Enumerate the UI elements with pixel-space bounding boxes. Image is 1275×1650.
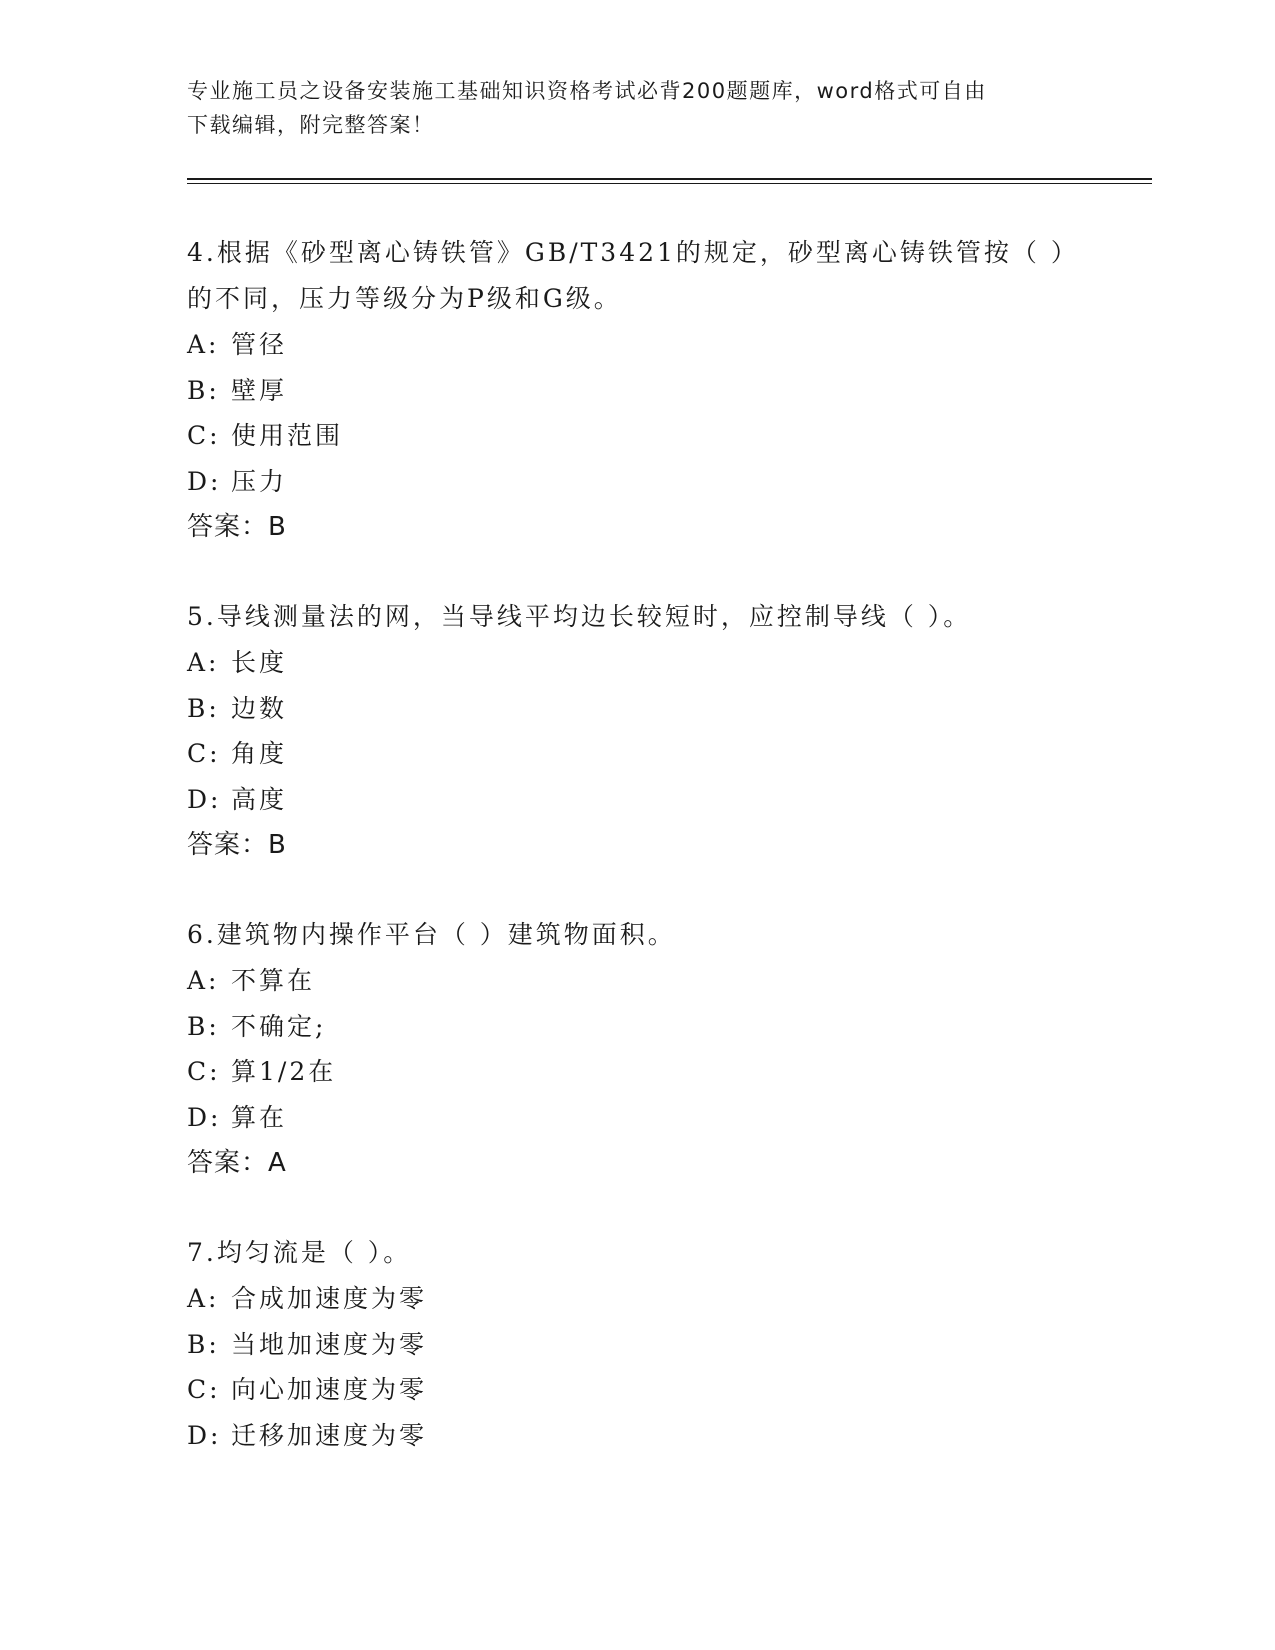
option-a bbox=[187, 322, 1087, 368]
option-text: 向心加速度为零 bbox=[231, 1375, 428, 1404]
option-d bbox=[187, 1413, 1087, 1459]
option-d bbox=[187, 777, 1087, 823]
option-letter: A: bbox=[187, 648, 220, 677]
option-b bbox=[187, 368, 1087, 414]
option-letter: C: bbox=[187, 1057, 221, 1086]
answer-line: 答案：A bbox=[187, 1148, 287, 1178]
option-letter: D: bbox=[187, 1420, 222, 1450]
question-7 bbox=[187, 1230, 1087, 1458]
header-divider-thick bbox=[187, 178, 1152, 180]
question-5 bbox=[187, 594, 1087, 868]
option-text: 角度 bbox=[231, 739, 288, 768]
option-a bbox=[187, 640, 1087, 686]
option-c bbox=[187, 1049, 1087, 1095]
option-b bbox=[187, 1004, 1087, 1050]
option-text: 迁移加速度为零 bbox=[231, 1420, 428, 1450]
question-stem: 7.均匀流是（ ）。 bbox=[187, 1238, 412, 1267]
question-stem-line-2: 的不同，压力等级分为P级和G级。 bbox=[187, 284, 622, 313]
option-text: 管径 bbox=[231, 330, 288, 359]
option-letter: A: bbox=[187, 966, 220, 995]
option-d bbox=[187, 459, 1087, 505]
question-4 bbox=[187, 230, 1087, 550]
option-d bbox=[187, 1095, 1087, 1141]
option-letter: B: bbox=[187, 693, 220, 723]
option-text: 壁厚 bbox=[231, 375, 288, 405]
option-letter: C: bbox=[187, 421, 221, 450]
header-line-2: 下载编辑，附完整答案！ bbox=[187, 113, 435, 137]
option-letter: B: bbox=[187, 1329, 220, 1359]
option-letter: A: bbox=[187, 1284, 220, 1313]
option-text: 使用范围 bbox=[231, 421, 344, 450]
option-text: 长度 bbox=[231, 648, 288, 677]
option-a bbox=[187, 1276, 1087, 1322]
option-text: 压力 bbox=[231, 466, 288, 496]
header-line-1: 专业施工员之设备安装施工基础知识资格考试必背200题题库，word格式可自由 bbox=[187, 79, 987, 103]
option-b bbox=[187, 686, 1087, 732]
option-text: 高度 bbox=[231, 784, 288, 814]
question-stem: 6.建筑物内操作平台（ ）建筑物面积。 bbox=[187, 920, 676, 949]
question-6 bbox=[187, 912, 1087, 1186]
option-text: 当地加速度为零 bbox=[231, 1329, 428, 1359]
option-letter: B: bbox=[187, 1011, 220, 1041]
option-letter: D: bbox=[187, 1102, 222, 1132]
answer-line: 答案：B bbox=[187, 512, 287, 542]
option-text: 边数 bbox=[231, 693, 288, 723]
option-a bbox=[187, 958, 1087, 1004]
option-letter: B: bbox=[187, 375, 220, 405]
option-c bbox=[187, 413, 1087, 459]
header-divider-thin bbox=[187, 183, 1152, 184]
option-text: 不算在 bbox=[231, 966, 316, 995]
option-text: 合成加速度为零 bbox=[231, 1284, 428, 1313]
option-text: 算在 bbox=[231, 1102, 288, 1132]
answer-line: 答案：B bbox=[187, 830, 287, 860]
document-header bbox=[187, 74, 1067, 142]
question-stem bbox=[187, 230, 1087, 322]
option-c bbox=[187, 1367, 1087, 1413]
option-text: 算1/2在 bbox=[231, 1057, 337, 1086]
option-letter: D: bbox=[187, 784, 222, 814]
question-stem: 5.导线测量法的网，当导线平均边长较短时，应控制导线（ ）。 bbox=[187, 602, 972, 631]
option-letter: C: bbox=[187, 739, 221, 768]
question-list bbox=[187, 230, 1087, 1458]
option-letter: C: bbox=[187, 1375, 221, 1404]
question-stem-line-1: 4.根据《砂型离心铸铁管》GB/T3421的规定，砂型离心铸铁管按（ ） bbox=[187, 238, 1079, 267]
option-letter: D: bbox=[187, 466, 222, 496]
option-c bbox=[187, 731, 1087, 777]
option-text: 不确定; bbox=[231, 1011, 327, 1041]
option-letter: A: bbox=[187, 330, 220, 359]
option-b bbox=[187, 1322, 1087, 1368]
